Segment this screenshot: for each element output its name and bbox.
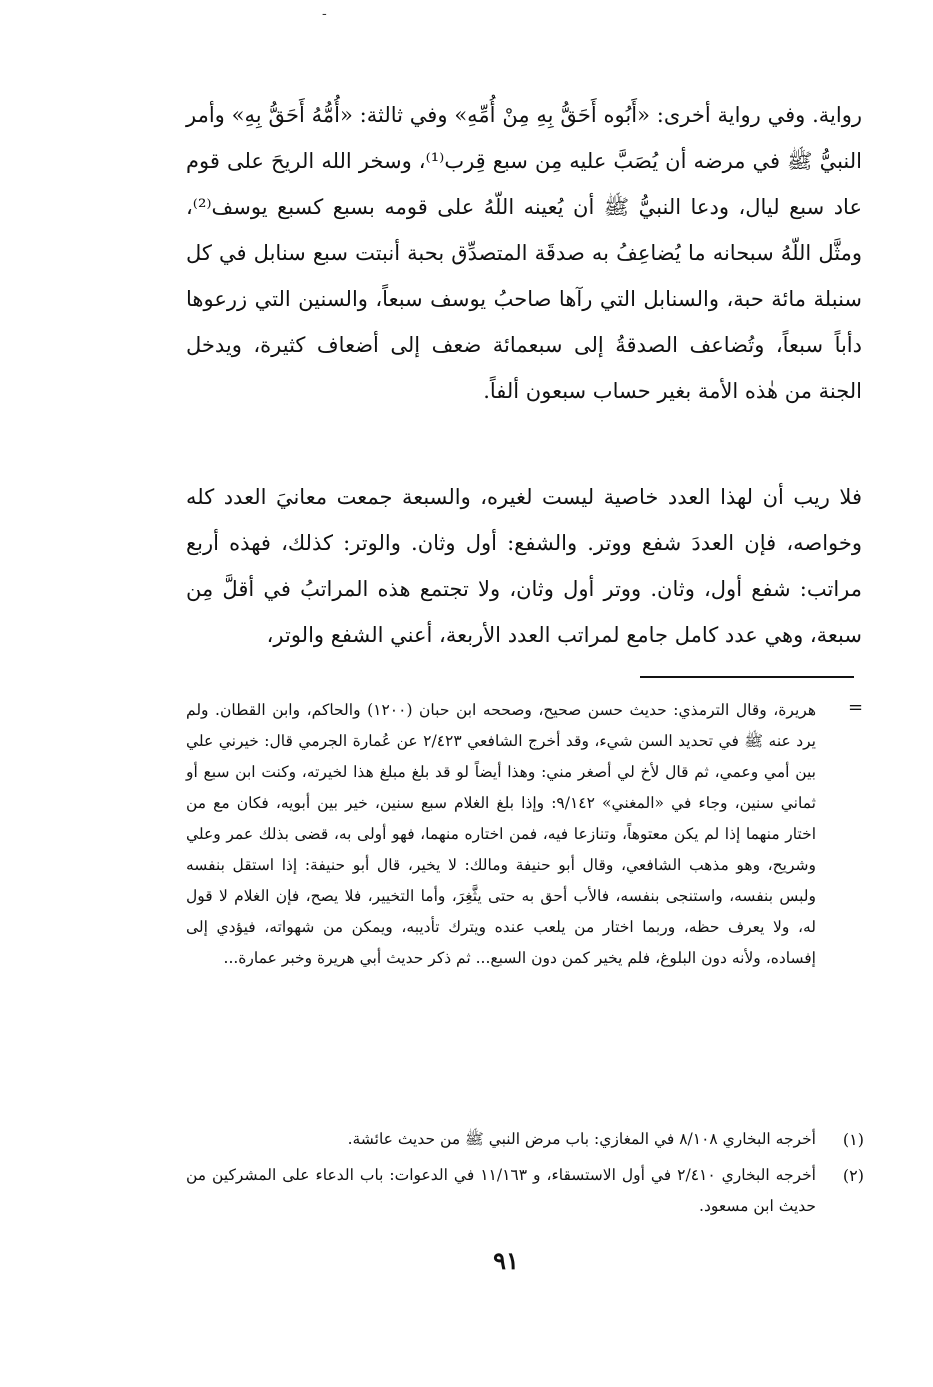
footnote-number: (١) (842, 1130, 864, 1149)
footnote-continuation: هريرة، وقال الترمذي: حديث حسن صحيح، وصححه ابن حبان (١٢٠٠) والحاكم، وابن القطان. ولم يرد عنه ﷺ في تحديد السن شيء، وقد أخرج الشافعي ٢/٤٢٣ عن عُمارة الجرمي قال: خيرني علي بين أمي وعمي، ثم قال لأخ لي أصغر مني: وهذا أيضاً لو قد بلغ مبلغ هذا لخيرته، وكنت ابن سبع أو ثماني سنين، وجاء في «المغني» ٩/١٤٢: وإذا بلغ الغلام سبع سنين، خير بين أبويه، فكان مع من اختار منهما إذا لم يكن معتوهاً، وتنازعا فيه، فمن اختاره منهما، فهو أولى به، قضى بذلك عمر وعلي وشريح، وهو مذهب الشافعي، وقال أبو حنيفة ومالك: لا يخير، قال أبو حنيفة: إذا استقل بنفسه ولبس بنفسه، واستنجى بنفسه، فالأب أحق به حتى يثَّغِرَ، وأما التخيير، فلا يصح، فإن الغلام لا قول له، ولا يعرف حظه، وربما اختار من يلعب عنده ويترك تأديبه، ويمكن من شهواته، فيؤدي إلى إفساده، ولأنه دون البلوغ، فلم يخير كمن دون السبع... ثم ذكر حديث أبي هريرة وخبر عمارة... (186, 701, 816, 967)
page-number: ٩١ (493, 1246, 519, 1275)
footnote-separator (640, 676, 854, 678)
footnote-text: أخرجه البخاري ٢/٤١٠ في أول الاستسقاء، و ١١/١٦٣ في الدعوات: باب الدعاء على المشركين من حديث ابن مسعود. (186, 1166, 816, 1215)
body-paragraph-1: رواية. وفي رواية أخرى: «أَبُوه أَحَقُّ بِهِ مِنْ أُمِّهِ» وفي ثالثة: «أُمُّهُ أَحَقُّ بِهِ» وأمر النبيُّ ﷺ في مرضه أن يُصَبَّ عليه مِن سبع قِرب⁽¹⁾، وسخر الله الريحَ على قوم عاد سبع ليال، ودعا النبيُّ ﷺ أن يُعينه اللّهُ على قومه بسبع كسبع يوسف⁽²⁾، ومثَّل اللّهُ سبحانه ما يُضاعِفُ به صدقَة المتصدِّق بحبة أنبتت سبع سنابل في كل سنبلة مائة حبة، والسنابل التي رآها صاحبُ يوسف سبعاً، والسنين التي زرعوها دأباً سبعاً، وتُضاعف الصدقةُ إلى سبعمائة ضعف إلى أضعاف كثيرة، ويدخل الجنة من هٰذه الأمة بغير حساب سبعون ألفاً. (186, 103, 862, 403)
footnote-text: أخرجه البخاري ٨/١٠٨ في المغازي: باب مرض النبي ﷺ من حديث عائشة. (347, 1130, 816, 1148)
footnote-continuation-marker: = (848, 697, 864, 718)
top-mark: - (322, 6, 327, 22)
body-paragraph-2: فلا ريب أن لهذا العدد خاصية ليست لغيره، والسبعة جمعت معانيَ العدد كله وخواصه، فإن العددَ شفع ووتر. والشفع: أول وثان. والوتر: كذلك، فهذه أربع مراتب: شفع أول، وثان. ووتر أول وثان، ولا تجتمع هذه المراتبُ في أقلَّ مِن سبعة، وهي عدد كامل جامع لمراتب العدد الأربعة، أعني الشفع والوتر، (186, 485, 862, 647)
footnote-number: (٢) (842, 1166, 864, 1185)
